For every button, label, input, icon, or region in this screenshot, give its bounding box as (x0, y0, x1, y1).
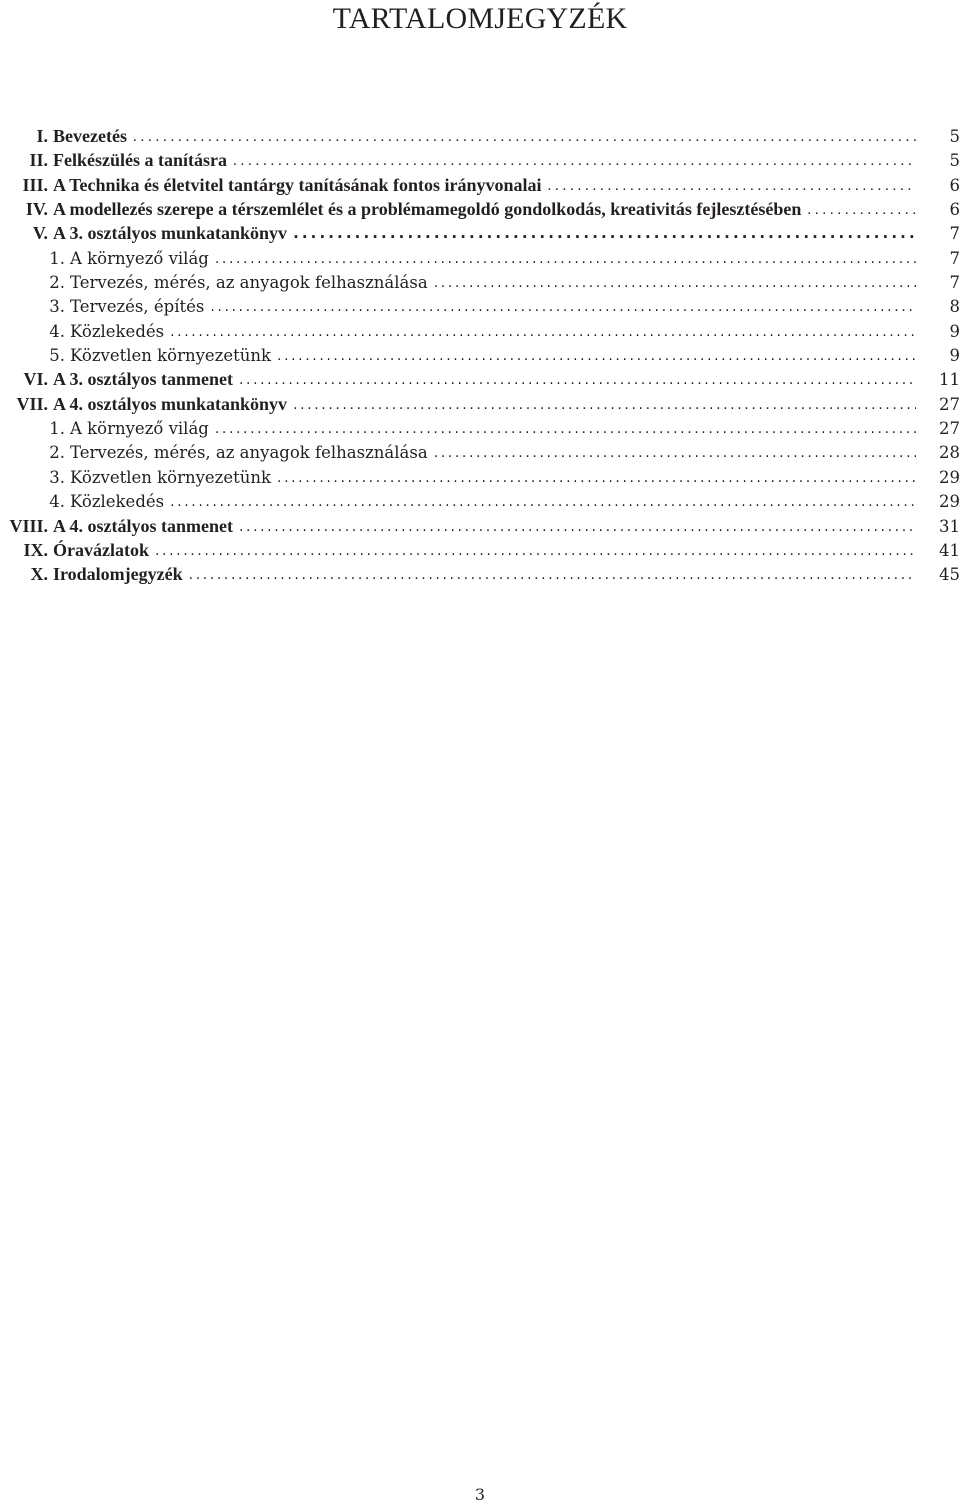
toc-entry-label: Óravázlatok (53, 539, 149, 560)
toc-dot-leader (210, 293, 916, 319)
toc-entry-page: 7 (949, 224, 960, 244)
page-title: TARTALOMJEGYZÉK (332, 2, 628, 35)
toc-entry-number: IX. (23, 539, 48, 560)
toc-dot-leader (170, 318, 916, 344)
toc-entry-number: V. (32, 223, 48, 244)
toc-entry-label: Bevezetés (53, 126, 127, 146)
toc-entry-page: 27 (939, 419, 960, 439)
toc-dot-leader (189, 561, 916, 587)
toc-entry-page: 8 (949, 297, 960, 317)
toc-entry-number: VI. (23, 369, 48, 390)
toc-entry-number: 2. (49, 443, 65, 463)
toc-section-entry[interactable] (0, 538, 960, 562)
toc-entry-number: 3. (49, 297, 65, 317)
toc-entry-label: A modellezés szerepe a térszemlélet és a problémamegoldó gondolkodás, kreativitás fejlesztésében (53, 199, 802, 220)
toc-entry-number: I. (36, 126, 48, 146)
toc-dot-leader (434, 439, 916, 465)
toc-section-entry[interactable] (0, 148, 960, 172)
toc-entry-label: A 3. osztályos munkatankönyv (53, 223, 288, 244)
toc-entry-label: Irodalomjegyzék (53, 564, 183, 585)
toc-entry-page: 7 (949, 273, 960, 293)
toc-subsection-entry[interactable] (0, 246, 960, 270)
toc-entry-label: A környező világ (70, 248, 209, 268)
toc-entry-label: Közvetlen környezetünk (70, 346, 272, 366)
toc-entry-number: 1. (49, 248, 65, 268)
toc-entry-page: 29 (939, 492, 960, 512)
toc-dot-leader (277, 464, 916, 490)
table-of-contents (0, 124, 960, 587)
toc-entry-page: 11 (939, 370, 960, 390)
toc-entry-page: 5 (949, 127, 960, 146)
toc-entry-label: Tervezés, építés (70, 297, 205, 317)
toc-entry-label: Felkészülés a tanításra (53, 150, 227, 171)
toc-entry-page: 9 (949, 321, 960, 341)
toc-entry-number: 3. (49, 467, 65, 487)
toc-entry-label: A Technika és életvitel tantárgy tanításának fontos irányvonalai (53, 174, 542, 195)
toc-entry-label: A környező világ (70, 419, 209, 439)
toc-dot-leader (215, 415, 916, 441)
toc-dot-leader (170, 488, 916, 514)
toc-section-entry[interactable] (0, 197, 960, 221)
toc-subsection-entry[interactable] (0, 343, 960, 367)
toc-entry-number: IV. (25, 199, 48, 220)
toc-section-entry[interactable] (0, 392, 960, 416)
toc-entry-page: 7 (949, 248, 960, 268)
toc-dot-leader (239, 513, 916, 539)
toc-dot-leader (548, 172, 916, 198)
toc-subsection-entry[interactable] (0, 416, 960, 440)
toc-dot-leader (133, 123, 916, 149)
toc-dot-leader (239, 366, 916, 392)
toc-entry-label: A 4. osztályos tanmenet (53, 515, 233, 536)
toc-entry-label: A 3. osztályos tanmenet (53, 369, 233, 390)
toc-entry-number: III. (22, 174, 48, 195)
toc-subsection-entry[interactable] (0, 294, 960, 318)
toc-dot-leader (277, 342, 916, 368)
toc-entry-number: VII. (16, 393, 48, 414)
toc-subsection-entry[interactable] (0, 489, 960, 513)
toc-dot-leader (807, 196, 916, 222)
toc-entry-number: 5. (49, 346, 65, 366)
toc-dot-leader (293, 220, 916, 245)
toc-dot-leader (434, 269, 916, 295)
toc-entry-page: 28 (939, 443, 960, 463)
toc-entry-number: VIII. (9, 515, 48, 536)
page-number: 3 (474, 1485, 486, 1504)
toc-subsection-entry[interactable] (0, 465, 960, 489)
toc-dot-leader (215, 245, 916, 271)
toc-entry-page: 9 (949, 346, 960, 366)
toc-entry-number: 4. (49, 321, 65, 341)
toc-entry-page: 27 (939, 394, 960, 414)
toc-entry-label: A 4. osztályos munkatankönyv (53, 393, 288, 414)
toc-entry-label: Tervezés, mérés, az anyagok felhasználása (70, 443, 428, 463)
toc-subsection-entry[interactable] (0, 270, 960, 294)
toc-dot-leader (293, 391, 916, 417)
toc-entry-label: Közvetlen környezetünk (70, 467, 272, 487)
toc-entry-page: 6 (949, 200, 960, 220)
toc-section-entry[interactable] (0, 173, 960, 197)
toc-entry-number: 2. (49, 273, 65, 293)
toc-section-entry[interactable] (0, 367, 960, 391)
toc-dot-leader (233, 147, 916, 173)
toc-section-entry[interactable] (0, 124, 960, 148)
toc-subsection-entry[interactable] (0, 319, 960, 343)
toc-entry-page: 6 (949, 175, 960, 195)
toc-entry-number: X. (30, 564, 48, 585)
toc-entry-page: 31 (939, 516, 960, 536)
toc-entry-page: 5 (949, 151, 960, 171)
toc-entry-page: 41 (939, 540, 960, 560)
toc-entry-number: 4. (49, 492, 65, 512)
toc-entry-number: 1. (49, 419, 65, 439)
toc-entry-label: Közlekedés (70, 321, 165, 341)
toc-dot-leader (155, 537, 916, 563)
toc-subsection-entry[interactable] (0, 440, 960, 464)
toc-entry-label: Tervezés, mérés, az anyagok felhasználása (70, 273, 428, 293)
toc-section-entry[interactable] (0, 221, 960, 245)
toc-entry-page: 45 (939, 565, 960, 585)
toc-section-entry[interactable] (0, 514, 960, 538)
toc-entry-label: Közlekedés (70, 492, 165, 512)
toc-section-entry[interactable] (0, 562, 960, 586)
toc-entry-number: II. (29, 150, 48, 171)
toc-entry-page: 29 (939, 467, 960, 487)
